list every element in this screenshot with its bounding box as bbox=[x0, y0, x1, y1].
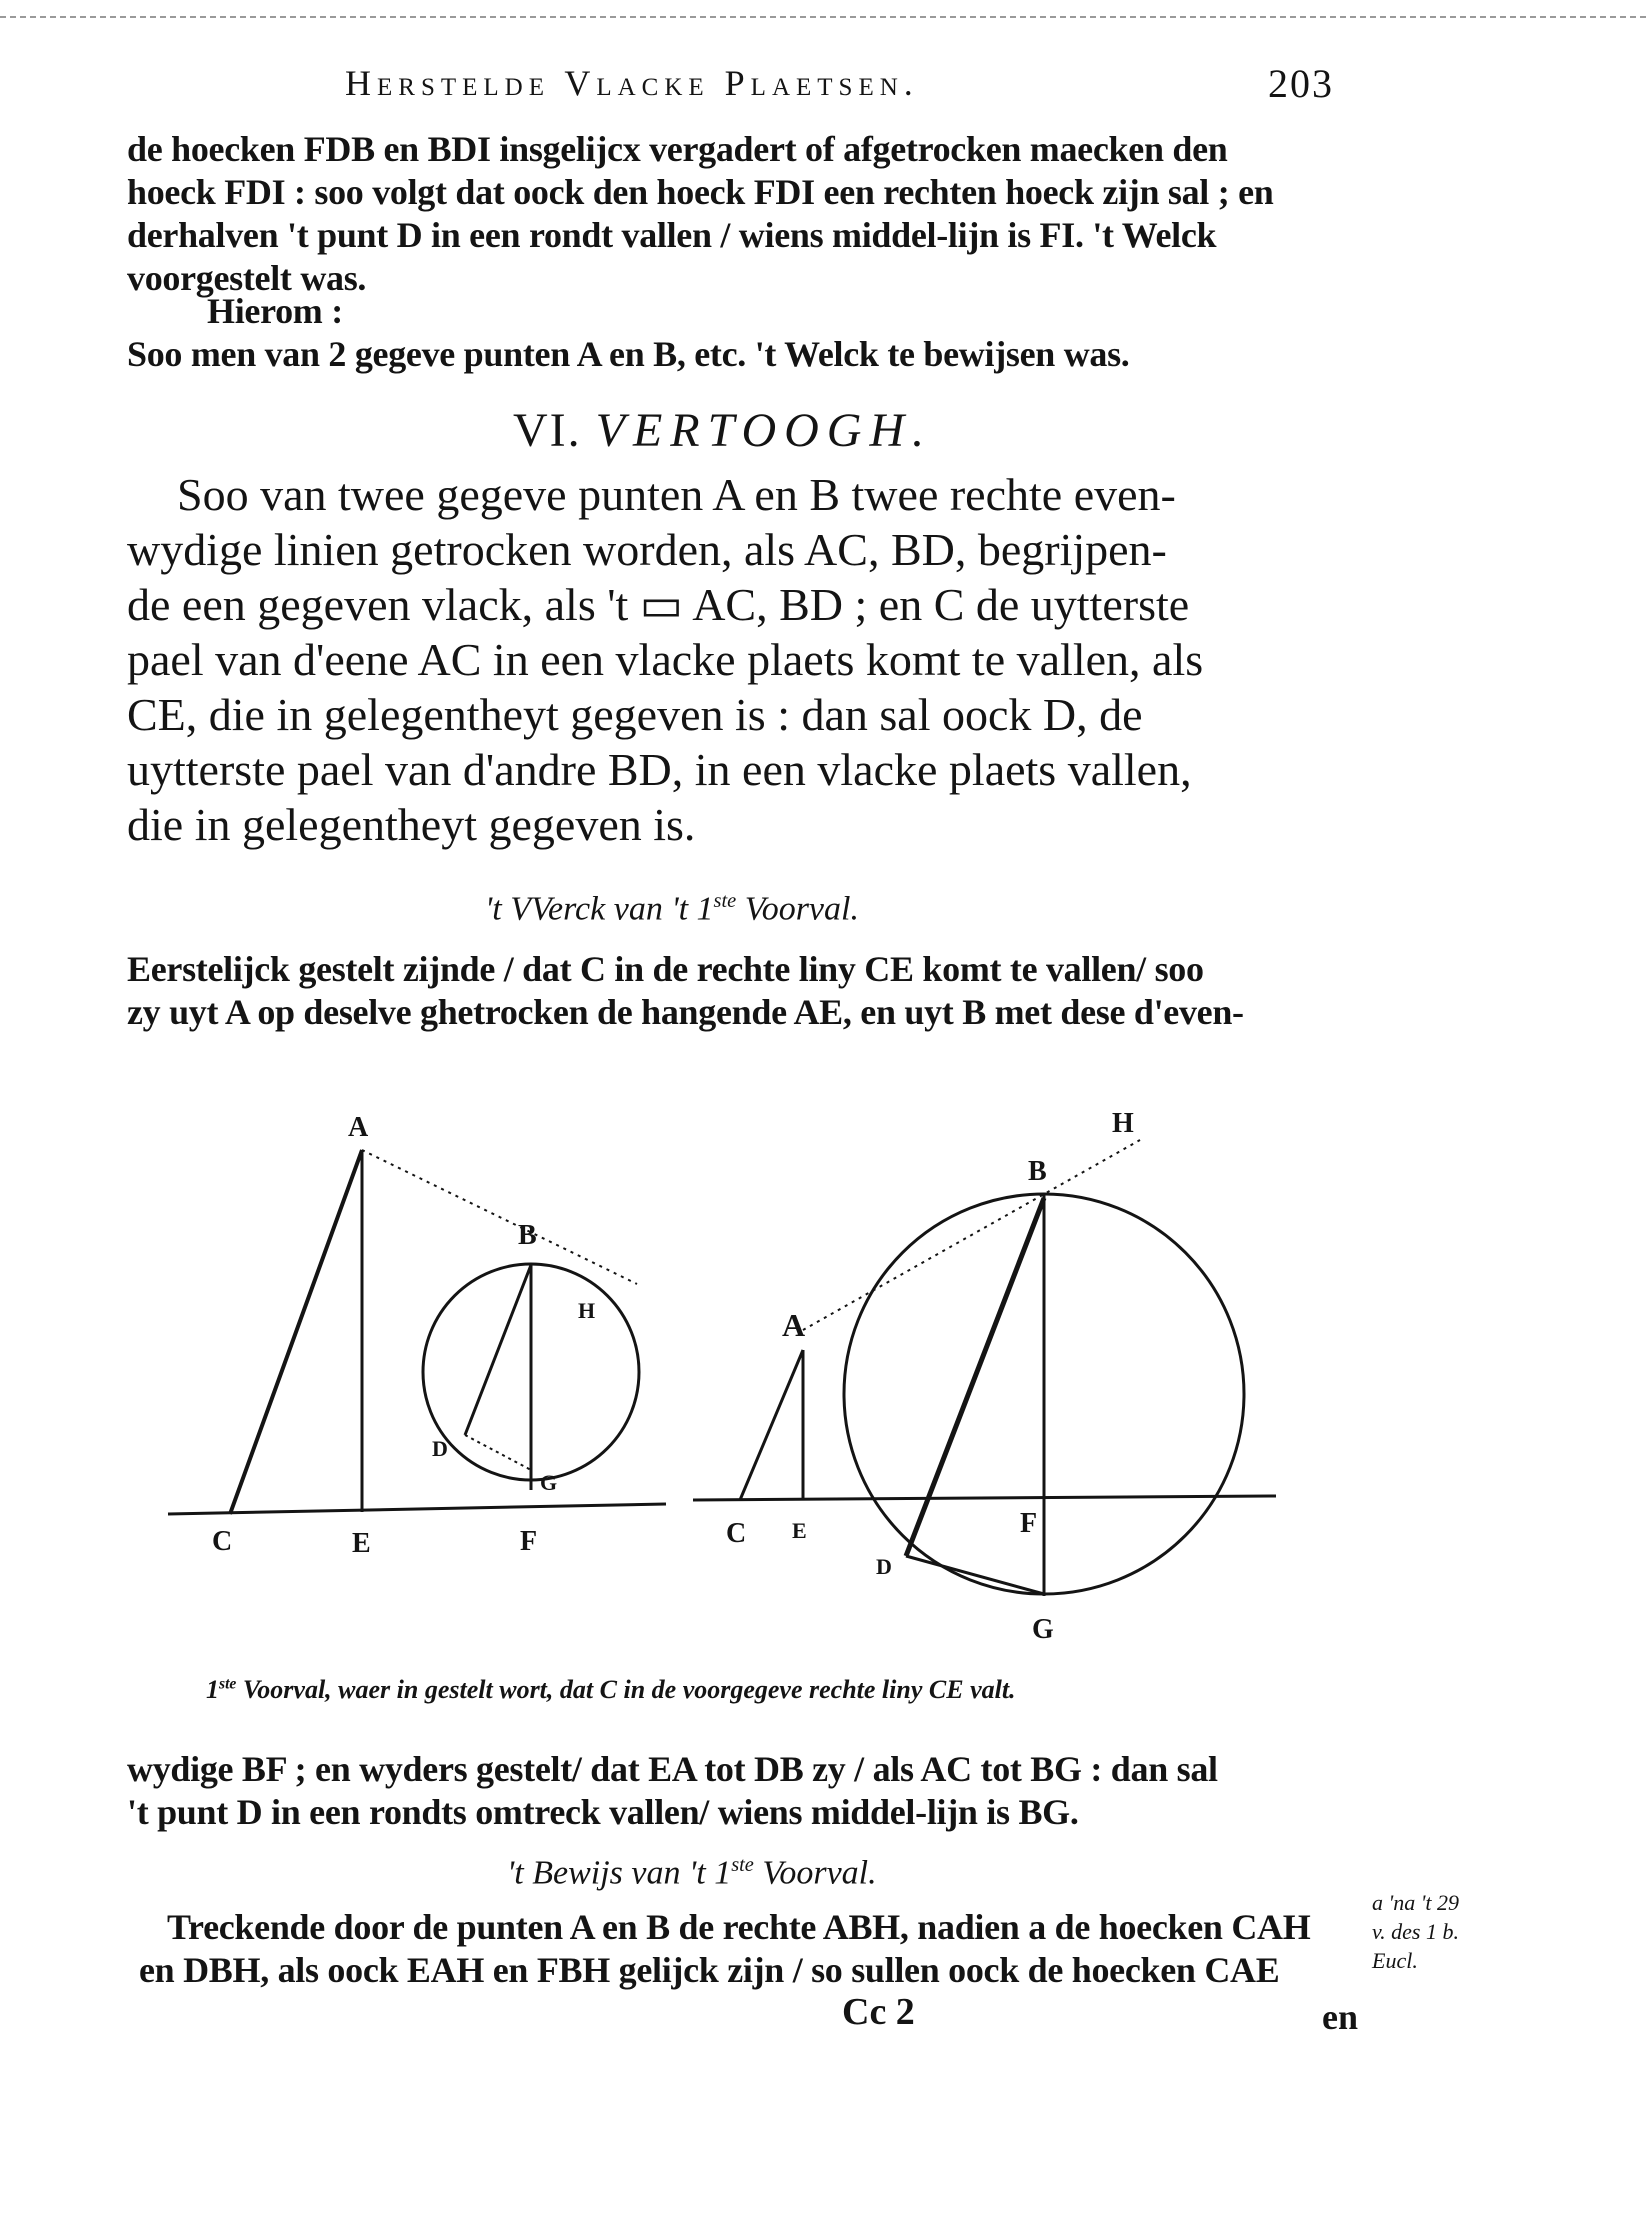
line-abh-left bbox=[362, 1150, 637, 1284]
label-g: G bbox=[540, 1470, 558, 1495]
caption-number: 1 bbox=[206, 1675, 219, 1704]
heading-text: 't VVerck van 't 1 bbox=[485, 890, 714, 928]
right-figure bbox=[693, 1140, 1276, 1596]
signature-mark: Cc 2 bbox=[842, 1991, 915, 2033]
label-a: A bbox=[782, 1307, 806, 1343]
heading-text: Voorval. bbox=[753, 1854, 877, 1892]
margin-note bbox=[1372, 1888, 1459, 1975]
text-line: wydige linien getrocken worden, als AC, BD, begrijpen- bbox=[127, 524, 1167, 575]
text-line: zy uyt A op deselve ghetrocken de hangende AE, en uyt B met dese d'even- bbox=[127, 992, 1244, 1032]
text-line: Soo van twee gegeve punten A en B twee rechte even- bbox=[177, 469, 1176, 520]
hierom-line: Hierom : bbox=[207, 291, 343, 331]
page-number: 203 bbox=[1268, 61, 1334, 106]
text-line: uytterste pael van d'andre BD, in een vlacke plaets vallen, bbox=[127, 744, 1192, 795]
section-numeral: VI. bbox=[513, 404, 582, 457]
label-f: F bbox=[1020, 1508, 1038, 1539]
text-line: Treckende door de punten A en B de rechte ABH, nadien a de hoecken CAH bbox=[167, 1907, 1311, 1947]
text-line: en DBH, als oock EAH en FBH gelijck zijn / so sullen oock de hoecken CAE bbox=[139, 1950, 1280, 1990]
caption-text: Voorval, waer in gestelt wort, dat C in de voorgegeve rechte liny CE valt. bbox=[236, 1675, 1016, 1704]
left-labels bbox=[212, 1112, 595, 1559]
text-line: de een gegeven vlack, als 't ▭ AC, BD ; en C de uytterste bbox=[127, 579, 1190, 630]
text-line: wydige BF ; en wyders gestelt/ dat EA tot DB zy / als AC tot BG : dan sal bbox=[127, 1749, 1218, 1789]
label-h: H bbox=[1112, 1108, 1134, 1139]
label-h: H bbox=[578, 1298, 596, 1323]
heading-text: Voorval. bbox=[736, 890, 859, 928]
margin-line: a 'na 't 29 bbox=[1372, 1890, 1460, 1915]
margin-line: Eucl. bbox=[1372, 1948, 1418, 1973]
soo-line: Soo men van 2 gegeve punten A en B, etc. 't Welck te bewijsen was. bbox=[127, 334, 1130, 374]
line-ac-left bbox=[230, 1150, 362, 1514]
text-line: de hoecken FDB en BDI insgelijcx vergadert of afgetrocken maecken den bbox=[127, 129, 1228, 169]
text-line: derhalven 't punt D in een rondt vallen / wiens middel-lijn is FI. 't Welck bbox=[127, 215, 1217, 255]
right-labels bbox=[726, 1108, 1134, 1645]
label-b: B bbox=[518, 1220, 537, 1251]
line-dg-right bbox=[906, 1556, 1044, 1594]
label-a: A bbox=[348, 1112, 369, 1143]
line-bd-right bbox=[906, 1198, 1044, 1556]
margin-line: v. des 1 b. bbox=[1372, 1919, 1459, 1944]
section-word: VERTOOGH. bbox=[595, 404, 933, 457]
caption-superscript: ste bbox=[219, 1675, 237, 1693]
figure-caption bbox=[206, 1675, 1016, 1705]
baseline-ce-right bbox=[693, 1496, 1276, 1500]
text-line: Eerstelijck gestelt zijnde / dat C in de rechte liny CE komt te vallen/ soo bbox=[127, 949, 1204, 989]
heading-superscript: ste bbox=[713, 890, 737, 912]
label-e: E bbox=[792, 1518, 807, 1543]
label-g: G bbox=[1032, 1614, 1054, 1645]
label-d: D bbox=[876, 1554, 892, 1579]
bewys-heading bbox=[507, 1854, 877, 1892]
label-e: E bbox=[352, 1528, 371, 1559]
line-bd-left bbox=[465, 1265, 531, 1435]
line-ac-right bbox=[740, 1350, 803, 1500]
label-c: C bbox=[726, 1518, 747, 1549]
text-line: CE, die in gelegentheyt gegeven is : dan sal oock D, de bbox=[127, 689, 1143, 740]
text-line: hoeck FDI : soo volgt dat oock den hoeck FDI een rechten hoeck zijn sal ; en bbox=[127, 172, 1274, 212]
label-d: D bbox=[432, 1436, 448, 1461]
text-line: 't punt D in een rondts omtreck vallen/ wiens middel-lijn is BG. bbox=[127, 1792, 1079, 1832]
heading-superscript: ste bbox=[731, 1854, 754, 1876]
left-figure bbox=[168, 1150, 666, 1514]
after-caption-paragraph bbox=[127, 1748, 1218, 1834]
label-b: B bbox=[1028, 1156, 1047, 1187]
running-header: Herstelde Vlacke Plaetsen. bbox=[345, 63, 919, 103]
baseline-ce-left bbox=[168, 1504, 666, 1514]
bewys-paragraph bbox=[139, 1906, 1311, 1992]
text-line: die in gelegentheyt gegeven is. bbox=[127, 799, 696, 850]
text-line: pael van d'eene AC in een vlacke plaets komt te vallen, als bbox=[127, 634, 1204, 685]
label-f: F bbox=[520, 1526, 538, 1557]
catchword: en bbox=[1322, 1997, 1358, 2037]
line-abh-right bbox=[803, 1140, 1140, 1330]
text-line: voorgestelt was. bbox=[127, 258, 367, 298]
label-c: C bbox=[212, 1526, 233, 1557]
heading-text: 't Bewijs van 't 1 bbox=[507, 1854, 732, 1892]
